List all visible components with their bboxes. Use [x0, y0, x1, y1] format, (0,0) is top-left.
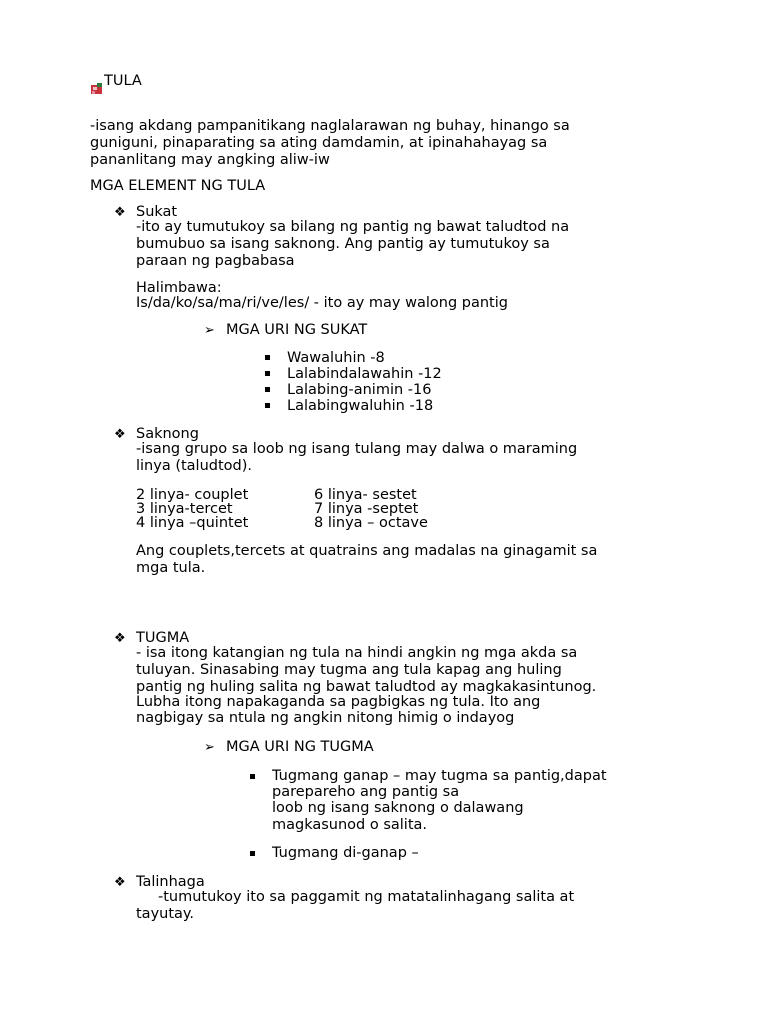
intro-line: pananlitang may angking aliw-iw [90, 152, 330, 168]
saknong-desc: -isang grupo sa loob ng isang tulang may dalwa o maraming [136, 441, 578, 457]
tugma-type-ganap: parepareho ang pantig sa [272, 784, 460, 800]
diamond-bullet-icon: ❖ [114, 205, 126, 220]
tugma-desc: pantig ng huling salita ng bawat taludtod ay magkakasintunog. [136, 679, 597, 695]
sukat-type-item: Lalabing-animin -16 [287, 382, 432, 398]
page-title: TULA [104, 73, 142, 89]
tugma-type-ganap: Tugmang ganap – may tugma sa pantig,dapat [272, 768, 607, 784]
sukat-desc: -ito ay tumutukoy sa bilang ng pantig ng bawat taludtod na [136, 219, 570, 235]
tugma-type-di-ganap: Tugmang di-ganap – [272, 845, 419, 861]
tugma-type-ganap: loob ng isang saknong o dalawang [272, 800, 524, 816]
square-bullet-icon [265, 371, 270, 376]
tugma-desc: Lubha itong napakaganda sa pagbigkas ng tula. Ito ang [136, 694, 541, 710]
square-bullet-icon [265, 355, 270, 360]
arrow-bullet-icon: ➢ [204, 740, 215, 755]
arrow-bullet-icon: ➢ [204, 323, 215, 338]
tula-logo-icon [90, 82, 104, 96]
tugma-types-heading: MGA URI NG TUGMA [226, 739, 374, 755]
sukat-desc: bumubuo sa isang saknong. Ang pantig ay tumutukoy sa [136, 236, 550, 252]
square-bullet-icon [250, 774, 255, 779]
square-bullet-icon [265, 387, 270, 392]
square-bullet-icon [265, 403, 270, 408]
sukat-desc: paraan ng pagbabasa [136, 253, 295, 269]
sukat-type-item: Lalabindalawahin -12 [287, 366, 442, 382]
tugma-type-ganap: magkasunod o salita. [272, 817, 428, 833]
linya-item: 2 linya- couplet [136, 487, 249, 503]
sukat-label: Sukat [136, 204, 178, 220]
example-text: Is/da/ko/sa/ma/ri/ve/les/ - ito ay may walong pantig [136, 295, 508, 311]
talinhaga-label: Talinhaga [136, 874, 205, 890]
saknong-note: Ang couplets,tercets at quatrains ang madalas na ginagamit sa [136, 543, 598, 559]
linya-item: 8 linya – octave [314, 515, 428, 531]
saknong-label: Saknong [136, 426, 199, 442]
intro-line: -isang akdang pampanitikang naglalarawan ng buhay, hinango sa [90, 118, 570, 134]
linya-item: 6 linya- sestet [314, 487, 417, 503]
tugma-desc: tuluyan. Sinasabing may tugma ang tula kapag ang huling [136, 662, 562, 678]
sukat-types-heading: MGA URI NG SUKAT [226, 322, 368, 338]
diamond-bullet-icon: ❖ [114, 875, 126, 890]
diamond-bullet-icon: ❖ [114, 631, 126, 646]
tugma-label: TUGMA [136, 630, 190, 646]
example-label: Halimbawa: [136, 280, 222, 296]
talinhaga-desc: -tumutukoy ito sa paggamit ng matatalinhagang salita at [158, 889, 575, 905]
tugma-desc: nagbigay sa ntula ng angkin nitong himig o indayog [136, 710, 515, 726]
linya-item: 3 linya-tercet [136, 501, 233, 517]
sukat-type-item: Wawaluhin -8 [287, 350, 385, 366]
saknong-note: mga tula. [136, 560, 206, 576]
intro-line: guniguni, pinaparating sa ating damdamin, at ipinahahayag sa [90, 135, 548, 151]
elements-heading: MGA ELEMENT NG TULA [90, 178, 266, 194]
linya-item: 4 linya –quintet [136, 515, 249, 531]
saknong-desc: linya (taludtod). [136, 458, 252, 474]
talinhaga-desc: tayutay. [136, 906, 195, 922]
tugma-desc: - isa itong katangian ng tula na hindi angkin ng mga akda sa [136, 645, 578, 661]
diamond-bullet-icon: ❖ [114, 427, 126, 442]
linya-item: 7 linya -septet [314, 501, 419, 517]
square-bullet-icon [250, 851, 255, 856]
sukat-type-item: Lalabingwaluhin -18 [287, 398, 434, 414]
